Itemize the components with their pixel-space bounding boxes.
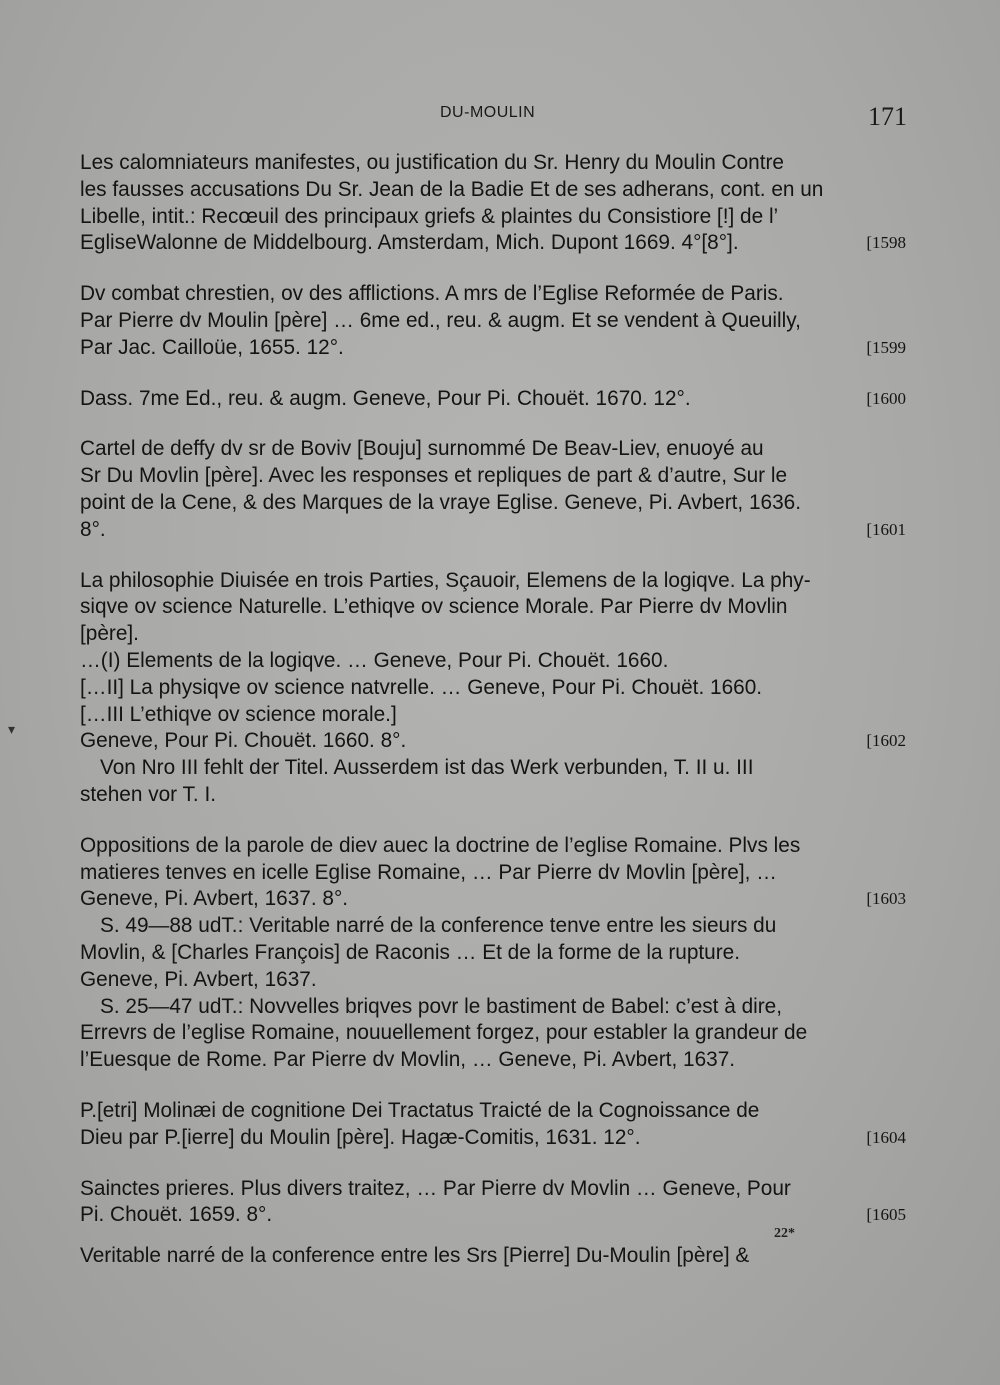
entry-line: Sr Du Movlin [père]. Avec les responses et repliques de part & d’autre, Sur le xyxy=(80,464,788,488)
entry-line: les fausses accusations Du Sr. Jean de la Badie Et de ses adherans, cont. en un xyxy=(80,177,824,201)
entry-line: Veritable narré de la conference entre les Srs [Pierre] Du-Moulin [père] & xyxy=(80,1244,750,1268)
entry-number: [1602 xyxy=(866,731,906,751)
entry-line: matieres tenves en icelle Eglise Romaine, … Par Pierre dv Movlin [père], … xyxy=(80,860,777,884)
entry-line-text: Dass. 7me Ed., reu. & augm. Geneve, Pour Pi. Chouët. 1670. 12°. xyxy=(80,386,691,410)
entry-line xyxy=(80,886,910,913)
entry-line: Sainctes prieres. Plus divers traitez, … Par Pierre dv Movlin … Geneve, Pour xyxy=(80,1176,791,1200)
entry-number: [1601 xyxy=(866,519,906,539)
entry-line-text: Geneve, Pi. Avbert, 1637. 8°. xyxy=(80,887,349,911)
entry-note-line: Geneve, Pi. Avbert, 1637. xyxy=(80,967,317,991)
entry-line: Cartel de deffy dv sr de Boviv [Bouju] surnommé De Beav-Liev, enuoyé au xyxy=(80,437,764,461)
entry-note-line: S. 49—88 udT.: Veritable narré de la conference tenve entre les sieurs du xyxy=(100,914,777,938)
entry-line: …(I) Elements de la logiqve. … Geneve, Pour Pi. Chouët. 1660. xyxy=(80,648,669,672)
entry-note-line: stehen vor T. I. xyxy=(80,782,217,806)
entry-number: [1605 xyxy=(866,1205,906,1225)
entry-line: Libelle, intit.: Recœuil des principaux griefs & plaintes du Consistiore [!] de l’ xyxy=(80,204,779,228)
entry-line: [père]. xyxy=(80,622,139,646)
entry-1599 xyxy=(80,281,910,361)
margin-mark: ▾ xyxy=(8,723,16,738)
entry-line xyxy=(80,517,910,544)
entry-line: Par Pierre dv Moulin [père] … 6me ed., reu. & augm. Et se vendent à Queuilly, xyxy=(80,308,801,332)
entry-number: [1604 xyxy=(866,1127,906,1147)
entry-line-text: Pi. Chouët. 1659. 8°. xyxy=(80,1203,273,1227)
entry-1602 xyxy=(80,568,910,809)
entry-note-line: Errevrs de l’eglise Romaine, nouuellement forgez, pour establer la grandeur de xyxy=(80,1021,808,1045)
entry-note-line: Movlin, & [Charles François] de Raconis … Et de la forme de la rupture. xyxy=(80,940,741,964)
entry-continued xyxy=(80,1243,910,1270)
entry-1600 xyxy=(80,386,910,413)
entry-number: [1603 xyxy=(866,889,906,909)
bibliography-entries xyxy=(80,150,910,1294)
entry-line: […III L’ethiqve ov science morale.] xyxy=(80,702,397,726)
entry-number: [1600 xyxy=(866,388,906,408)
entry-1601 xyxy=(80,436,910,543)
entry-line: siqve ov science Naturelle. L’ethiqve ov science Morale. Par Pierre dv Movlin xyxy=(80,595,788,619)
entry-1598 xyxy=(80,150,910,257)
entry-line: P.[etri] Molinæi de cognitione Dei Tractatus Traicté de la Cognoissance de xyxy=(80,1098,760,1122)
entry-number: [1598 xyxy=(866,233,906,253)
entry-line: La philosophie Diuisée en trois Parties, Sçauoir, Elemens de la logiqve. La phy- xyxy=(80,568,811,592)
signature-mark: 22* xyxy=(774,1226,795,1241)
running-header: DU-MOULIN xyxy=(440,104,536,121)
entry-line: point de la Cene, & des Marques de la vraye Eglise. Geneve, Pi. Avbert, 1636. xyxy=(80,490,802,514)
entry-line: […II] La physiqve ov science natvrelle. … Geneve, Pour Pi. Chouët. 1660. xyxy=(80,675,763,699)
entry-line-text: Par Jac. Cailloüe, 1655. 12°. xyxy=(80,335,344,359)
entry-line-text: EgliseWalonne de Middelbourg. Amsterdam, Mich. Dupont 1669. 4°[8°]. xyxy=(80,231,739,255)
entry-line xyxy=(80,386,910,413)
entry-number: [1599 xyxy=(866,337,906,357)
entry-1604 xyxy=(80,1098,910,1152)
entry-line-text: Dieu par P.[ierre] du Moulin [père]. Hagæ-Comitis, 1631. 12°. xyxy=(80,1125,641,1149)
entry-line xyxy=(80,230,910,257)
entry-1605 xyxy=(80,1176,910,1230)
entry-note-line: l’Euesque de Rome. Par Pierre dv Movlin, … Geneve, Pi. Avbert, 1637. xyxy=(80,1048,736,1072)
entry-note-line: Von Nro III fehlt der Titel. Ausserdem ist das Werk verbunden, T. II u. III xyxy=(100,756,754,780)
entry-1603 xyxy=(80,833,910,1074)
entry-line: Les calomniateurs manifestes, ou justification du Sr. Henry du Moulin Contre xyxy=(80,151,784,174)
entry-note-line: S. 25—47 udT.: Novvelles briqves povr le bastiment de Babel: c’est à dire, xyxy=(100,994,783,1018)
entry-line-text: 8°. xyxy=(80,517,106,541)
page-number: 171 xyxy=(868,102,907,131)
entry-line-text: Geneve, Pour Pi. Chouët. 1660. 8°. xyxy=(80,729,407,753)
entry-line: Dv combat chrestien, ov des afflictions. A mrs de l’Eglise Reformée de Paris. xyxy=(80,282,784,306)
entry-line xyxy=(80,1125,910,1152)
entry-line xyxy=(80,335,910,362)
entry-line: Oppositions de la parole de diev auec la doctrine de l’eglise Romaine. Plvs les xyxy=(80,833,801,857)
entry-line xyxy=(80,728,910,755)
